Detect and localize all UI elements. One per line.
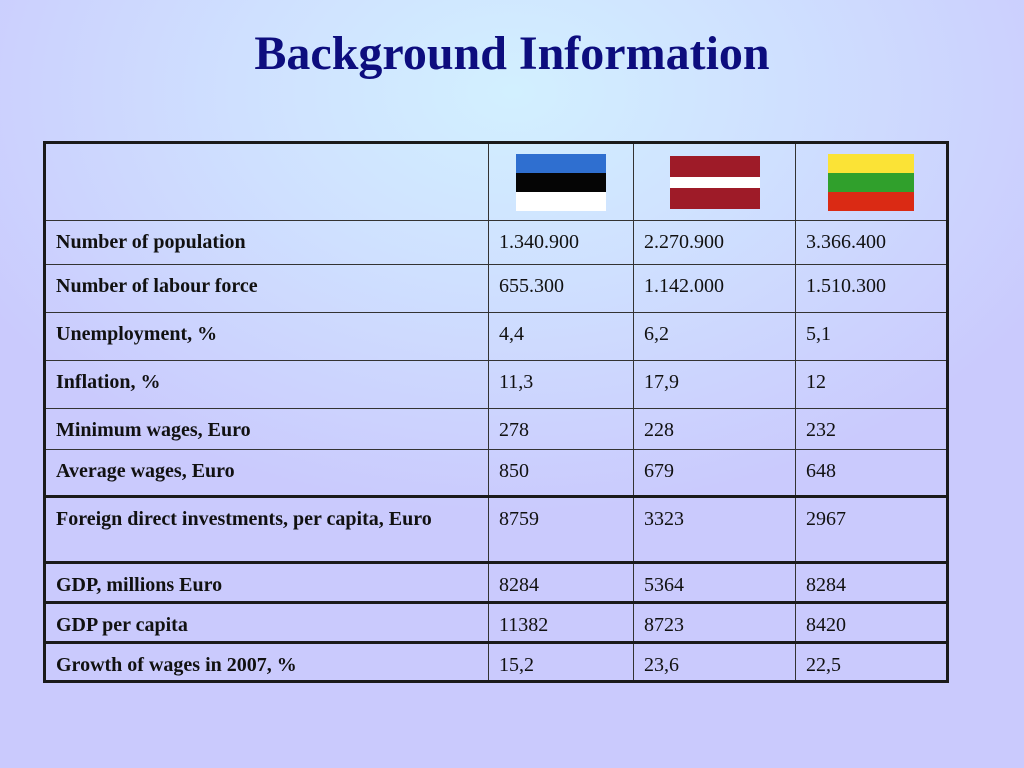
flag-band xyxy=(670,156,760,177)
row-label: GDP, millions Euro xyxy=(45,563,489,603)
table-row xyxy=(45,497,948,563)
table-row xyxy=(45,221,948,265)
lithuania-value: 5,1 xyxy=(796,313,948,361)
estonia-value: 8759 xyxy=(489,497,634,563)
flag-cell-lithuania xyxy=(796,143,948,221)
latvia-value: 6,2 xyxy=(634,313,796,361)
row-label: GDP per capita xyxy=(45,603,489,643)
estonia-flag-icon xyxy=(516,154,606,211)
latvia-value: 679 xyxy=(634,450,796,497)
flag-band xyxy=(670,188,760,209)
latvia-value: 3323 xyxy=(634,497,796,563)
page-title: Background Information xyxy=(254,27,770,80)
latvia-value: 2.270.900 xyxy=(634,221,796,265)
table-row xyxy=(45,450,948,497)
row-label: Average wages, Euro xyxy=(45,450,489,497)
flag-cell-estonia xyxy=(489,143,634,221)
row-label: Number of population xyxy=(45,221,489,265)
latvia-value: 8723 xyxy=(634,603,796,643)
estonia-value: 15,2 xyxy=(489,643,634,682)
table-row xyxy=(45,603,948,643)
flag-band xyxy=(670,177,760,188)
row-label: Inflation, % xyxy=(45,361,489,409)
lithuania-value: 1.510.300 xyxy=(796,265,948,313)
flag-band xyxy=(516,192,606,211)
estonia-value: 11,3 xyxy=(489,361,634,409)
table-row xyxy=(45,409,948,450)
latvia-value: 5364 xyxy=(634,563,796,603)
flag-band xyxy=(828,154,914,173)
flag-cell-latvia xyxy=(634,143,796,221)
header-row xyxy=(45,143,948,221)
estonia-value: 8284 xyxy=(489,563,634,603)
lithuania-value: 8284 xyxy=(796,563,948,603)
flag-band xyxy=(516,173,606,192)
lithuania-value: 22,5 xyxy=(796,643,948,682)
lithuania-value: 2967 xyxy=(796,497,948,563)
lithuania-value: 232 xyxy=(796,409,948,450)
estonia-value: 278 xyxy=(489,409,634,450)
latvia-value: 23,6 xyxy=(634,643,796,682)
table-row xyxy=(45,361,948,409)
header-empty-cell xyxy=(45,143,489,221)
lithuania-flag-icon xyxy=(828,154,914,211)
flag-band xyxy=(828,192,914,211)
row-label: Minimum wages, Euro xyxy=(45,409,489,450)
table-row xyxy=(45,563,948,603)
lithuania-value: 8420 xyxy=(796,603,948,643)
estonia-value: 850 xyxy=(489,450,634,497)
lithuania-value: 648 xyxy=(796,450,948,497)
table-row xyxy=(45,643,948,682)
data-table xyxy=(43,141,949,683)
row-label: Unemployment, % xyxy=(45,313,489,361)
row-label: Foreign direct investments, per capita, Euro xyxy=(45,497,489,563)
table-row xyxy=(45,313,948,361)
latvia-value: 17,9 xyxy=(634,361,796,409)
estonia-value: 4,4 xyxy=(489,313,634,361)
lithuania-value: 3.366.400 xyxy=(796,221,948,265)
estonia-value: 11382 xyxy=(489,603,634,643)
lithuania-value: 12 xyxy=(796,361,948,409)
latvia-flag-icon xyxy=(670,156,760,209)
estonia-value: 655.300 xyxy=(489,265,634,313)
flag-band xyxy=(828,173,914,192)
row-label: Number of labour force xyxy=(45,265,489,313)
estonia-value: 1.340.900 xyxy=(489,221,634,265)
latvia-value: 1.142.000 xyxy=(634,265,796,313)
latvia-value: 228 xyxy=(634,409,796,450)
row-label: Growth of wages in 2007, % xyxy=(45,643,489,682)
table-row xyxy=(45,265,948,313)
flag-band xyxy=(516,154,606,173)
